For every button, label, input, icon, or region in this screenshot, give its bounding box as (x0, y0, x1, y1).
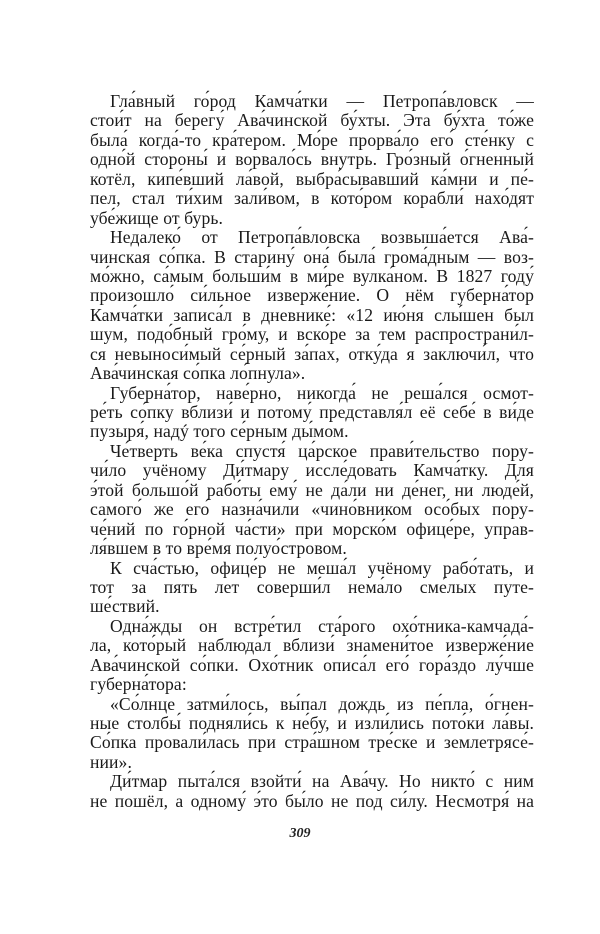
text-line: ла, кото́рый наблюда́л вблизи́ знамени́тое изверже́ние (90, 635, 534, 656)
page-number: 309 (289, 826, 311, 841)
text-line: котёл, кипе́вший ла́вой, выбра́сывавший ка́мни и пе́- (90, 168, 534, 189)
text-line: ся невыноси́мый се́рный за́пах, отку́да я заключи́л, что (90, 343, 534, 364)
text-line: чинская со́пка. В старину́ она́ была́ грома́дным — воз- (90, 246, 534, 267)
text-line: Со́пка провали́лась при стра́шном тре́ске и землетрясе́- (90, 732, 534, 753)
text-line: ше́ствий. (90, 596, 160, 617)
text-line: нии». (90, 751, 132, 772)
text-line: была́ когда́-то кра́тером. Мо́ре прорва́ло его́ сте́нку с (90, 129, 534, 150)
text-line: чи́ло учёному Ди́тмару иссле́довать Камча́тку. Для (90, 460, 534, 481)
text-line: э́той большо́й рабо́ты ему́ не да́ли ни де́нег, ни люде́й, (90, 479, 534, 500)
book-page-text (90, 92, 534, 811)
text-line: че́ний по го́рной ча́сти» при морско́м офице́ре, управ- (90, 518, 534, 539)
text-line: стои́т на берегу́ Ава́чинской бу́хты. Эта бу́хта то́же (90, 110, 534, 131)
text-line: пузыря́, надý того се́рным ды́мом. (90, 421, 349, 442)
text-line: мо́жно, са́мым больши́м в ми́ре вулка́ном. В 1827 году́ (90, 265, 534, 286)
text-line: ные столбы́ подняли́сь к не́бу, и изли́лись пото́ки ла́вы. (90, 713, 534, 733)
text-line: ля́вшем в то вре́мя полуо́стровом. (90, 538, 347, 559)
text-line: не пошёл, а одному́ э́то бы́ло не под си́лу. Несмотря́ на (90, 790, 534, 811)
text-line: губерна́тора: (90, 674, 187, 695)
text-line: Ава́чинской со́пки. Охо́тник описа́л его́ гора́здо лу́чше (90, 654, 534, 675)
text-line: Недалеко́ от Петропа́вловска возвыша́ется Ава́- (110, 227, 534, 248)
text-line: Губерна́тор, наве́рно, никогда́ не реша́лся осмот- (110, 382, 534, 403)
text-line: ре́ть со́пку вблизи́ и потому́ представля́л её себе́ в ви́де (90, 402, 534, 422)
text-line: Ди́тмар пыта́лся взойти́ на Ава́чу. Но никто́ с ним (110, 771, 534, 792)
text-line: одно́й стороны́ и ворвало́сь внутрь. Гро́зный о́гненный (90, 149, 534, 170)
text-line: Камча́тки записа́л в дневнике́: «12 ию́ня слы́шен был (90, 304, 534, 325)
text-line: К сча́стью, офице́р не меша́л учёному рабо́тать, и (110, 557, 534, 578)
text-line: самого́ же его́ назна́чили «чино́вником осо́бых пору- (90, 499, 534, 520)
text-line: пел, стал ти́хим зали́вом, в кото́ром корабли́ нахо́дят (90, 188, 534, 209)
text-line: Одна́жды он встре́тил ста́рого охо́тника-камчада́- (110, 615, 534, 636)
text-line: Гла́вный го́род Камча́тки — Петропа́вловск — (110, 91, 534, 111)
text-line: шум, подо́бный гро́му, и вско́ре за тем распространи́л- (90, 324, 534, 345)
text-line: тот за пять лет соверши́л нема́ло сме́лых путе- (90, 576, 534, 597)
text-line: убе́жище от бурь. (90, 207, 223, 228)
text-line: Ава́чинская со́пка ло́пнула». (90, 363, 306, 384)
text-line: «Со́лнце затми́лось, вы́пал дождь из пе́пла, о́гнен- (110, 693, 534, 714)
text-line: произошло́ си́льное изверже́ние. О нём губерна́тор (90, 285, 534, 306)
text-line: Че́тверть ве́ка спустя́ ца́рское прави́тельство пору- (110, 440, 534, 461)
